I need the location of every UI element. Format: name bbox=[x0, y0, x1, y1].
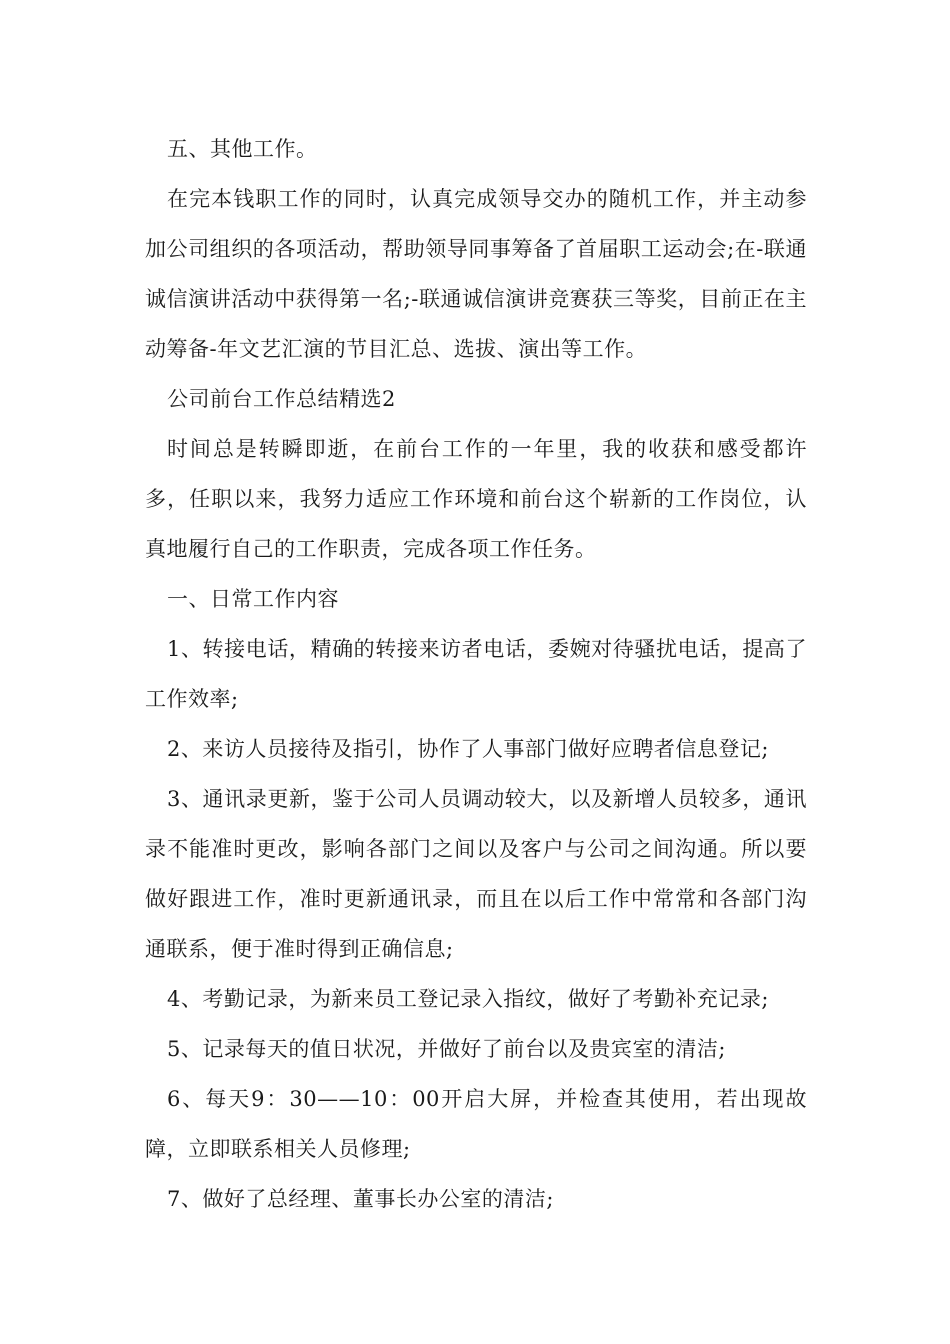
document-page bbox=[145, 124, 807, 1224]
list-item-5: 5、记录每天的值日状况，并做好了前台以及贵宾室的清洁; bbox=[167, 1037, 726, 1061]
list-item-6: 6、每天9：30——10：00开启大屏，并检查其使用，若出现故障，立即联系相关人员修理; bbox=[145, 1087, 807, 1161]
article-title: 公司前台工作总结精选2 bbox=[167, 387, 396, 411]
list-item-7: 7、做好了总经理、董事长办公室的清洁; bbox=[167, 1187, 554, 1211]
list-item-4: 4、考勤记录，为新来员工登记录入指纹，做好了考勤补充记录; bbox=[167, 987, 769, 1011]
section-heading-daily-work: 一、日常工作内容 bbox=[167, 587, 339, 611]
list-item-3: 3、通讯录更新，鉴于公司人员调动较大，以及新增人员较多，通讯录不能准时更改，影响各部门之间以及客户与公司之间沟通。所以要做好跟进工作，准时更新通讯录，而且在以后工作中常常和各部门沟通联系，便于准时得到正确信息; bbox=[145, 787, 807, 961]
paragraph-intro: 时间总是转瞬即逝，在前台工作的一年里，我的收获和感受都许多，任职以来，我努力适应工作环境和前台这个崭新的工作岗位，认真地履行自己的工作职责，完成各项工作任务。 bbox=[145, 437, 807, 561]
paragraph-other-work-body: 在完本钱职工作的同时，认真完成领导交办的随机工作，并主动参加公司组织的各项活动，帮助领导同事筹备了首届职工运动会;在-联通诚信演讲活动中获得第一名;-联通诚信演讲竞赛获三等奖，目前正在主动筹备-年文艺汇演的节目汇总、选拔、演出等工作。 bbox=[145, 187, 807, 361]
list-item-1: 1、转接电话，精确的转接来访者电话，委婉对待骚扰电话，提高了工作效率; bbox=[145, 637, 807, 711]
list-item-2: 2、来访人员接待及指引，协作了人事部门做好应聘者信息登记; bbox=[167, 737, 769, 761]
section-heading-other-work: 五、其他工作。 bbox=[167, 137, 318, 161]
